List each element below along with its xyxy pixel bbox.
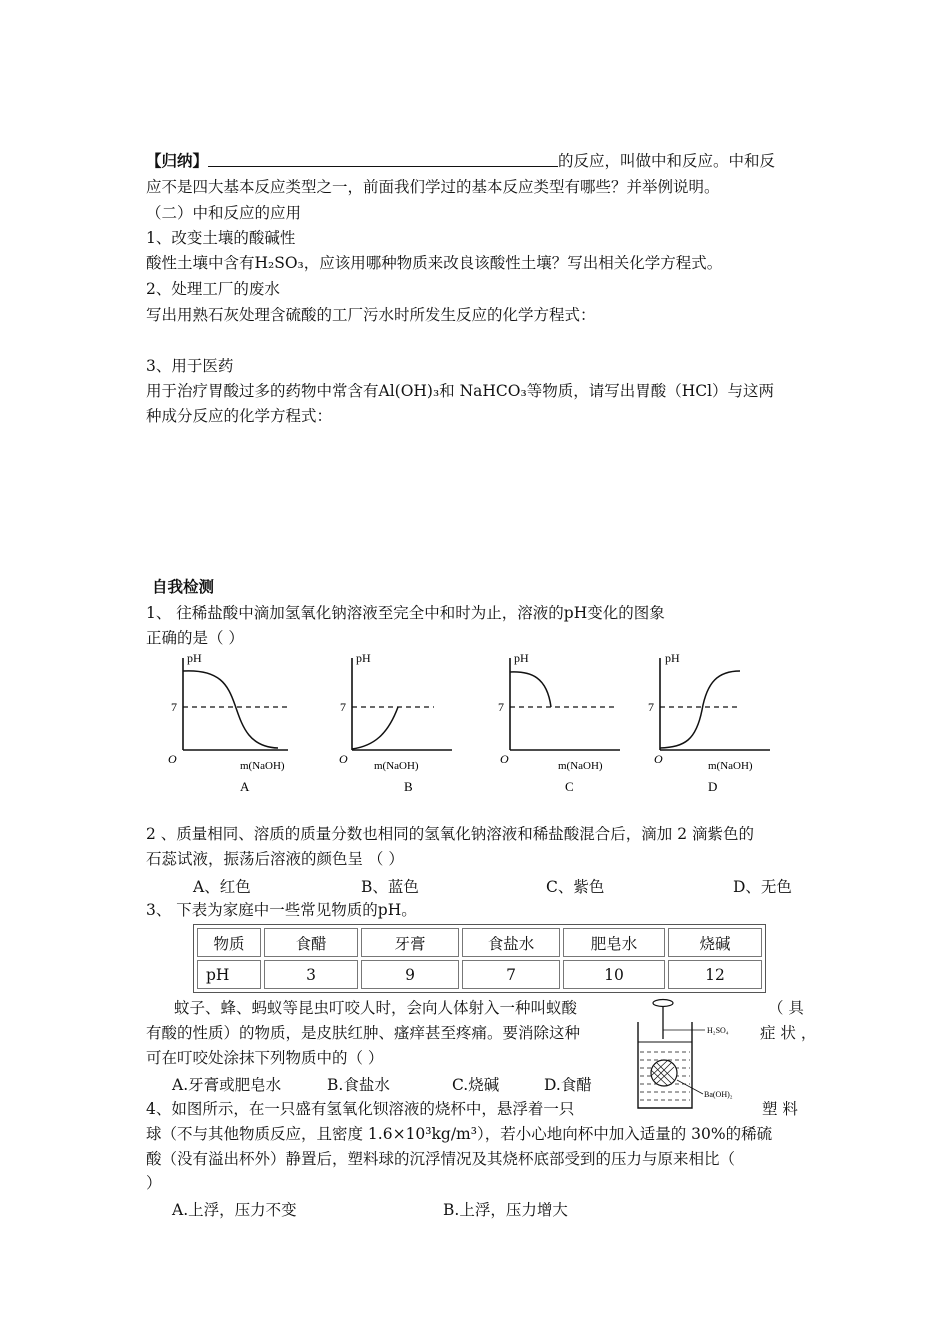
q3-option-c: C.烧碱 xyxy=(452,1076,500,1094)
table-cell: 12 xyxy=(668,960,762,989)
q4-line-1a: 4、如图所示，在一只盛有氢氧化钡溶液的烧杯中，悬浮着一只 xyxy=(146,1100,575,1118)
q3-paragraph-2b: 症 状 ， xyxy=(760,1024,817,1042)
ph-graphs xyxy=(0,650,950,800)
origin-label: O xyxy=(500,752,509,766)
item2-title: 2、处理工厂的废水 xyxy=(146,280,280,298)
item3-title: 3、用于医药 xyxy=(146,357,234,375)
item1-text: 酸性土壤中含有H₂SO₃，应该用哪种物质来改良该酸性土壤？写出相关化学方程式。 xyxy=(146,254,723,272)
axis-x-label: m(NaOH) xyxy=(708,760,753,772)
q3-option-b: B.食盐水 xyxy=(327,1076,390,1094)
q4-line-1b: 塑 料 xyxy=(762,1100,798,1118)
summary-line-1 xyxy=(146,151,775,171)
graph-letter-d: D xyxy=(708,779,718,794)
summary-label: 【归纳】 xyxy=(146,151,209,170)
ph-table xyxy=(193,924,766,993)
q4-option-b: B.上浮，压力增大 xyxy=(443,1201,568,1219)
section2-heading: （二）中和反应的应用 xyxy=(146,204,302,222)
beaker-figure xyxy=(620,990,790,1115)
table-header-cell: 烧碱 xyxy=(668,928,762,957)
graph-c xyxy=(498,651,620,794)
axis-x-label: m(NaOH) xyxy=(558,760,603,772)
table-header-cell: 牙膏 xyxy=(361,928,459,957)
item1-title: 1、改变土壤的酸碱性 xyxy=(146,229,296,247)
q3-option-a: A.牙膏或肥皂水 xyxy=(172,1076,282,1094)
graph-letter-b: B xyxy=(404,779,413,794)
origin-label: O xyxy=(339,752,348,766)
table-cell: 7 xyxy=(462,960,560,989)
table-row xyxy=(197,960,762,989)
axis-y-label: pH xyxy=(665,651,680,665)
q2-option-b: B、蓝色 xyxy=(361,878,419,896)
q2-option-a: A、红色 xyxy=(193,878,251,896)
table-header-cell: 食醋 xyxy=(264,928,358,957)
beaker-label-bottom: Ba(OH)₂ xyxy=(704,1090,733,1099)
item3-text-2: 种成分反应的化学方程式： xyxy=(146,407,333,425)
axis-y-label: pH xyxy=(356,651,371,665)
graph-d xyxy=(648,651,770,794)
table-header-cell: 食盐水 xyxy=(462,928,560,957)
seven-label: 7 xyxy=(648,700,654,714)
q4-line-4: ） xyxy=(146,1174,162,1192)
q3-title: 3、 下表为家庭中一些常见物质的pH。 xyxy=(146,901,417,919)
q3-paragraph-3: 可在叮咬处涂抹下列物质中的（ ） xyxy=(146,1049,384,1067)
table-cell: 10 xyxy=(563,960,665,989)
q3-paragraph-1a: 蚊子、蜂、蚂蚁等昆虫叮咬人时，会向人体射入一种叫蚁酸 xyxy=(174,999,578,1017)
q2-line-1: 2 、质量相同、溶质的质量分数也相同的氢氧化钠溶液和稀盐酸混合后，滴加 2 滴紫色的 xyxy=(146,825,755,843)
table-cell: 3 xyxy=(264,960,358,989)
graph-letter-c: C xyxy=(565,779,574,794)
seven-label: 7 xyxy=(340,700,346,714)
summary-text: 的反应，叫做中和反应。中和反 xyxy=(558,152,776,170)
q4-line-3: 酸（没有溢出杯外）静置后，塑料球的沉浮情况及其烧杯底部受到的压力与原来相比（ xyxy=(146,1150,736,1168)
origin-label: O xyxy=(654,752,663,766)
summary-line-2: 应不是四大基本反应类型之一，前面我们学过的基本反应类型有哪些？并举例说明。 xyxy=(146,178,720,196)
table-header-cell: 肥皂水 xyxy=(563,928,665,957)
item3-text-1: 用于治疗胃酸过多的药物中常含有Al(OH)₃和 NaHCO₃等物质，请写出胃酸（HCl）与这两 xyxy=(146,382,775,400)
q3-paragraph-1b: （ 具 xyxy=(768,999,804,1017)
table-cell: pH xyxy=(197,960,261,989)
graph-b xyxy=(339,651,452,794)
self-check-heading: 自我检测 xyxy=(152,577,215,596)
item2-text: 写出用熟石灰处理含硫酸的工厂污水时所发生反应的化学方程式： xyxy=(146,306,596,324)
fill-in-blank[interactable] xyxy=(208,152,558,167)
axis-y-label: pH xyxy=(187,651,202,665)
graph-letter-a: A xyxy=(240,779,250,794)
q2-line-2: 石蕊试液，振荡后溶液的颜色呈 （ ） xyxy=(146,850,404,868)
q2-option-d: D、无色 xyxy=(733,878,792,896)
seven-label: 7 xyxy=(171,700,177,714)
axis-x-label: m(NaOH) xyxy=(240,760,285,772)
q4-option-a: A.上浮，压力不变 xyxy=(172,1201,297,1219)
q2-option-c: C、紫色 xyxy=(546,878,605,896)
graph-a xyxy=(168,651,288,794)
axis-y-label: pH xyxy=(514,651,529,665)
table-row xyxy=(197,928,762,957)
q3-option-d: D.食醋 xyxy=(544,1076,592,1094)
q1-line-2: 正确的是（ ） xyxy=(146,629,244,647)
axis-x-label: m(NaOH) xyxy=(374,760,419,772)
q3-paragraph-2a: 有酸的性质）的物质，是皮肤红肿、瘙痒甚至疼痛。要消除这种 xyxy=(146,1024,581,1042)
seven-label: 7 xyxy=(498,700,504,714)
origin-label: O xyxy=(168,752,177,766)
table-cell: 9 xyxy=(361,960,459,989)
beaker-label-top: H₂SO₄ xyxy=(707,1026,729,1035)
table-header-cell: 物质 xyxy=(197,928,261,957)
q4-line-2: 球（不与其他物质反应，且密度 1.6×10³kg/m³），若小心地向杯中加入适量的 30%的稀硫 xyxy=(146,1125,773,1143)
q1-line-1: 1、 往稀盐酸中滴加氢氧化钠溶液至完全中和时为止，溶液的pH变化的图象 xyxy=(146,604,665,622)
